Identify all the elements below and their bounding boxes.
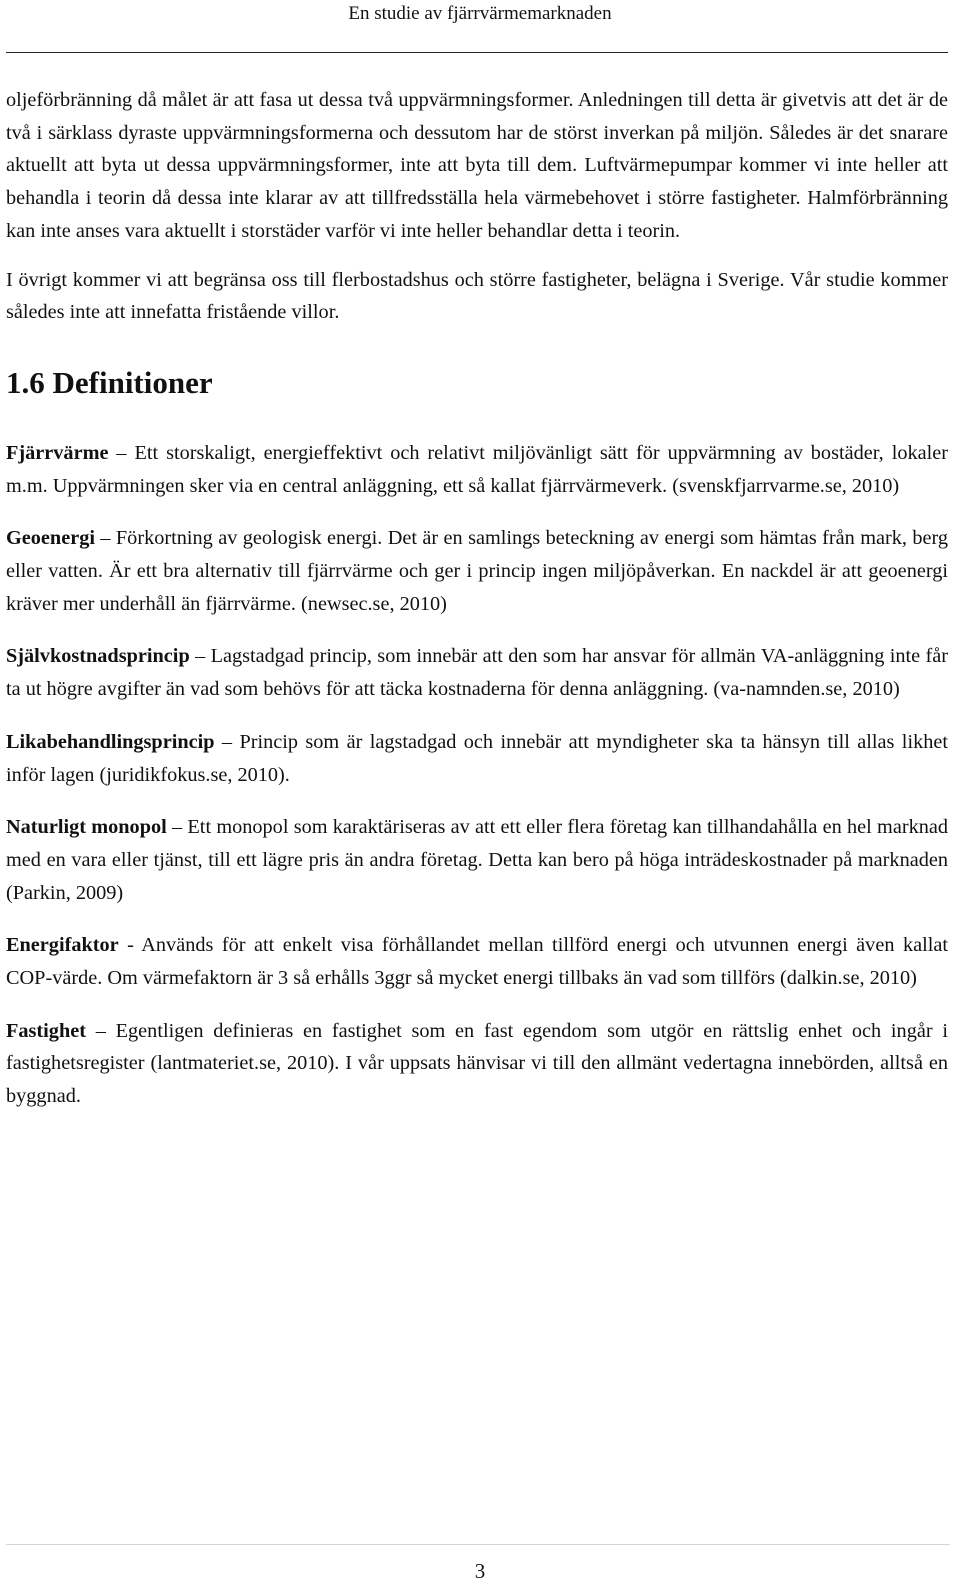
- definition-naturligt-monopol: [6, 811, 948, 909]
- definition-text: Används för att enkelt visa förhållandet mellan tillförd energi och utvunnen energi även kallat COP-värde. Om värmefaktorn är 3 så erhålls 3ggr så mycket energi tillbaks än vad som tillförs (dalkin.se, 2010): [6, 934, 948, 990]
- definition-text: Lagstadgad princip, som innebär att den som har ansvar för allmän VA-anläggning inte får ta ut högre avgifter än vad som behövs för att täcka kostnaderna för denna anläggning. (va-namnden.se, 2010): [6, 645, 949, 701]
- definition-separator: –: [86, 1019, 116, 1042]
- footer-rule: [6, 1544, 950, 1545]
- section-heading: 1.6 Definitioner: [6, 364, 213, 400]
- scope-paragraph: I övrigt kommer vi att begränsa oss till flerbostadshus och större fastigheter, belägna i Sverige. Vår studie kommer således inte att innefatta fristående villor.: [6, 268, 948, 324]
- definition-text: Ett monopol som karaktäriseras av att ett eller flera företag kan tillhandahålla en hel marknad med en vara eller tjänst, till ett lägre pris än andra företag. Detta kan bero på höga inträdeskostnader på marknaden (Parkin, 2009): [6, 816, 949, 904]
- definition-term: Självkostnadsprincip: [6, 645, 190, 668]
- definition-fjarrvarme: [6, 437, 948, 502]
- definition-text: Ett storskaligt, energieffektivt och relativt miljövänligt sätt för uppvärmning av bostäder, lokaler m.m. Uppvärmningen sker via en central anläggning, ett så kallat fjärrvärmeverk. (svenskfjarrvarme.se, 2010): [6, 441, 948, 497]
- definition-likabehandlingsprincip: [6, 726, 948, 791]
- definition-text: Förkortning av geologisk energi. Det är en samlings beteckning av energi som hämtas från mark, berg eller vatten. Är ett bra alternativ till fjärrvärme och ger i princip ingen miljöpåverkan. En nackdel är att geoenergi kräver mer underhåll än fjärrvärme. (newsec.se, 2010): [6, 527, 949, 615]
- intro-paragraph: oljeförbränning då målet är att fasa ut dessa två uppvärmningsformer. Anledningen till detta är givetvis att det är de två i särklass dyraste uppvärmningsformerna och dessutom har de störst inverkan på miljön. Således är det snarare aktuellt att byta ut dessa uppvärmningsformer, inte att byta till dem. Luftvärmepumpar kommer vi inte heller att behandla i teorin då dessa inte klarar av att tillfredsställa hela värmebehovet i större fastigheter. Halmförbränning kan inte anses vara aktuellt i storstäder varför vi inte heller behandlar detta i teorin.: [6, 89, 948, 242]
- definition-text: Egentligen definieras en fastighet som en fast egendom som utgör en rättslig enhet och ingår i fastighetsregister (lantmateriet.se, 2010). I vår uppsats hänvisar vi till den allmänt vedertagna innebörden, alltså en byggnad.: [6, 1019, 948, 1108]
- definition-term: Geoenergi: [6, 527, 95, 550]
- definition-separator: -: [118, 934, 142, 957]
- page-body: [6, 84, 948, 1113]
- definition-term: Fjärrvärme: [6, 441, 109, 464]
- running-header: En studie av fjärrvärmemarknaden: [348, 3, 612, 24]
- definition-energifaktor: [6, 929, 948, 994]
- definition-term: Energifaktor: [6, 934, 119, 957]
- definition-separator: –: [189, 645, 211, 668]
- definition-term: Naturligt monopol: [6, 816, 167, 839]
- definition-term: Fastighet: [6, 1019, 86, 1042]
- definition-text: Princip som är lagstadgad och innebär att myndigheter ska ta hänsyn till allas likhet inför lagen (juridikfokus.se, 2010).: [6, 730, 948, 786]
- definition-separator: –: [166, 816, 188, 839]
- definition-separator: –: [214, 730, 240, 753]
- definition-fastighet: [6, 1015, 948, 1113]
- definition-separator: –: [108, 441, 135, 464]
- definition-sjalvkostnadsprincip: [6, 640, 948, 705]
- page-number: 3: [474, 1559, 486, 1583]
- definition-term: Likabehandlingsprincip: [6, 730, 215, 753]
- definition-separator: –: [94, 527, 116, 550]
- definition-geoenergi: [6, 522, 948, 620]
- header-rule: [6, 52, 948, 53]
